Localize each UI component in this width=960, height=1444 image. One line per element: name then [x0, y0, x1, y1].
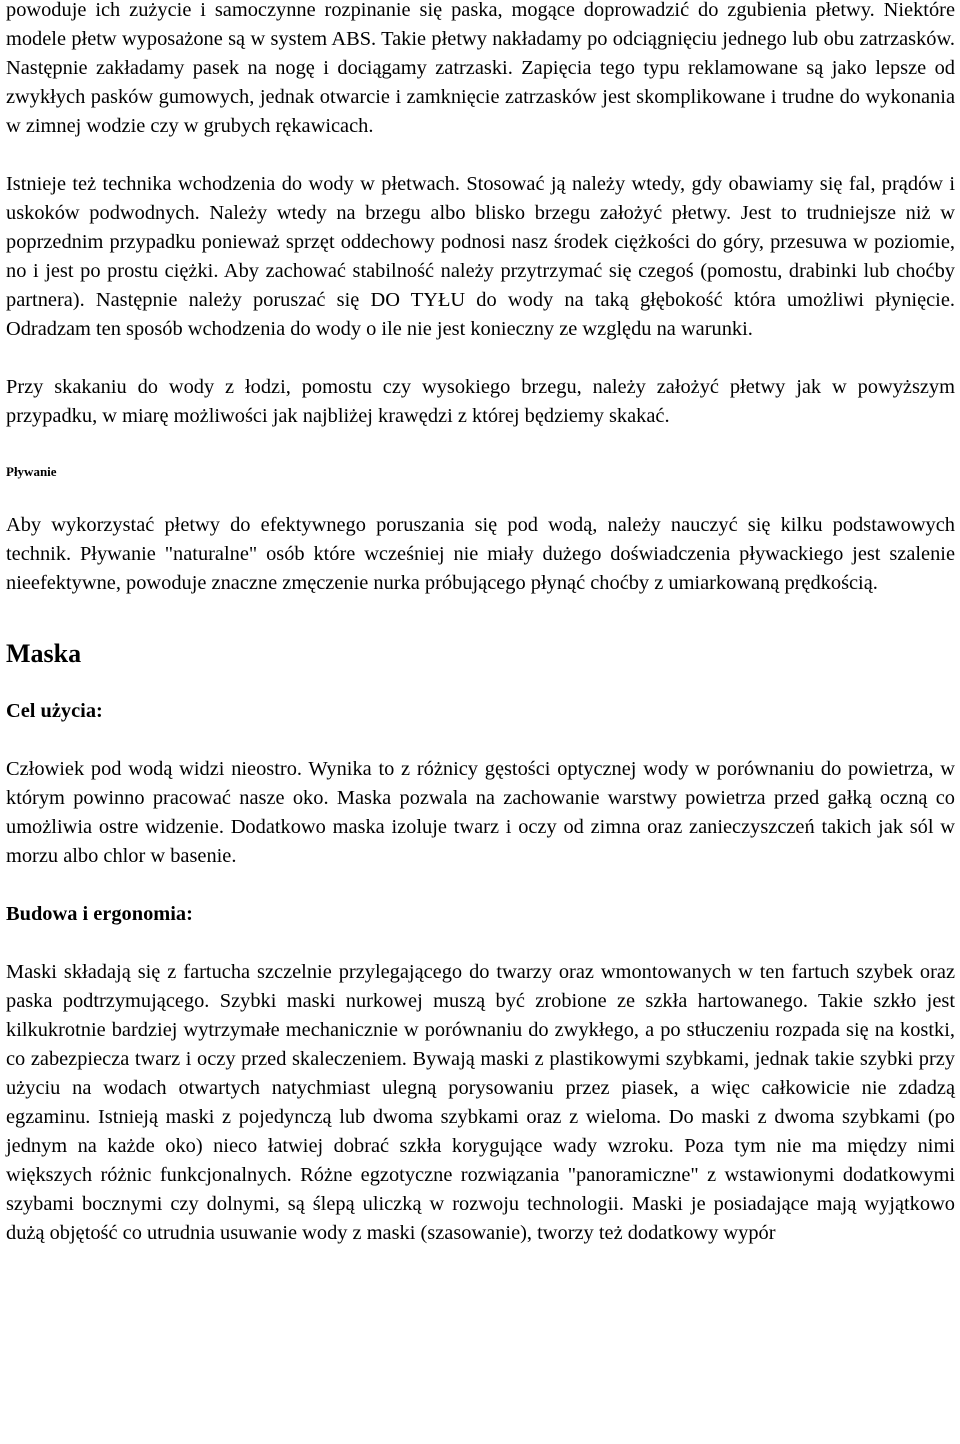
- heading-swimming: Pływanie: [6, 464, 57, 479]
- paragraph-jumping: Przy skakaniu do wody z łodzi, pomostu czy wysokiego brzegu, należy założyć płetwy jak w powyższym przypadku, w miarę możliwości jak najbliżej krawędzi z której będziemy skakać.: [6, 376, 955, 427]
- paragraph-swimming: Aby wykorzystać płetwy do efektywnego poruszania się pod wodą, należy nauczyć się kilku podstawowych technik. Pływanie "naturalne" osób które wcześniej nie miały dużego doświadczenia pływackiego jest szalenie nieefektywne, powoduje znaczne zmęczenie nurka próbującego płynąć choćby z umiarkowaną prędkością.: [6, 514, 955, 594]
- document-page: [6, 0, 955, 1248]
- heading-purpose: Cel użycia:: [6, 700, 103, 722]
- paragraph-entry-technique: Istnieje też technika wchodzenia do wody w płetwach. Stosować ją należy wtedy, gdy obawiamy się fal, prądów i uskoków podwodnych. Należy wtedy na brzegu albo blisko brzegu założyć płetwy. Jest to trudniejsze niż w poprzednim przypadku ponieważ sprzęt oddechowy podnosi nasz środek ciężkości do góry, przesuwa w poziomie, no i jest po prostu ciężki. Aby zachować stabilność należy przytrzymać się czegoś (pomostu, drabinki lub choćby partnera). Następnie należy poruszać się DO TYŁU do wody na taką głębokość która umożliwi płynięcie. Odradzam ten sposób wchodzenia do wody o ile nie jest konieczny ze względu na warunki.: [6, 173, 955, 340]
- paragraph-construction: Maski składają się z fartucha szczelnie przylegającego do twarzy oraz wmontowanych w ten fartuch szybek oraz paska podtrzymującego. Szybki maski nurkowej muszą być zrobione ze szkła hartowanego. Takie szkło jest kilkukrotnie bardziej wytrzymałe mechanicznie w porównaniu do zwykłego, a po stłuczeniu rozpada się na kostki, co zabezpiecza twarz i oczy przed skaleczeniem. Bywają maski z plastikowymi szybkami, jednak takie szybki przy użyciu na wodach otwartych natychmiast ulegną porysowaniu przez piasek, a więc całkowicie nie zdadzą egzaminu. Istnieją maski z pojedynczą lub dwoma szybkami oraz z wieloma. Do maski z dwoma szybkami (po jednym na każde oko) nieco łatwiej dobrać szkła korygujące wady wzroku. Poza tym nie ma między nimi większych różnic funkcjonalnych. Różne egzotyczne rozwiązania "panoramiczne" z wstawionymi dodatkowymi szybami bocznymi czy dolnymi, są ślepą uliczką w rozwoju technologii. Maski je posiadające mają wyjątkowo dużą objętość co utrudnia usuwanie wody z maski (szasowanie), tworzy też dodatkowy wypór: [6, 961, 955, 1244]
- heading-construction: Budowa i ergonomia:: [6, 903, 193, 925]
- paragraph-purpose: Człowiek pod wodą widzi nieostro. Wynika to z różnicy gęstości optycznej wody w porównaniu do powietrza, w którym powinno pracować nasze oko. Maska pozwala na zachowanie warstwy powietrza przed gałką oczną co umożliwia ostre widzenie. Dodatkowo maska izoluje twarz i oczy od zimna oraz zanieczyszczeń takich jak sól w morzu albo chlor w basenie.: [6, 758, 955, 867]
- heading-mask: Maska: [6, 639, 82, 668]
- paragraph-fin-buckles: powoduje ich zużycie i samoczynne rozpinanie się paska, mogące doprowadzić do zgubienia płetwy. Niektóre modele płetw wyposażone są w system ABS. Takie płetwy nakładamy po odciągnięciu jednego lub obu zatrzasków. Następnie zakładamy pasek na nogę i dociągamy zatrzaski. Zapięcia tego typu reklamowane są jako lepsze od zwykłych pasków gumowych, jednak otwarcie i zamknięcie zatrzasków jest skomplikowane i trudne do wykonania w zimnej wodzie czy w grubych rękawicach.: [6, 0, 955, 137]
